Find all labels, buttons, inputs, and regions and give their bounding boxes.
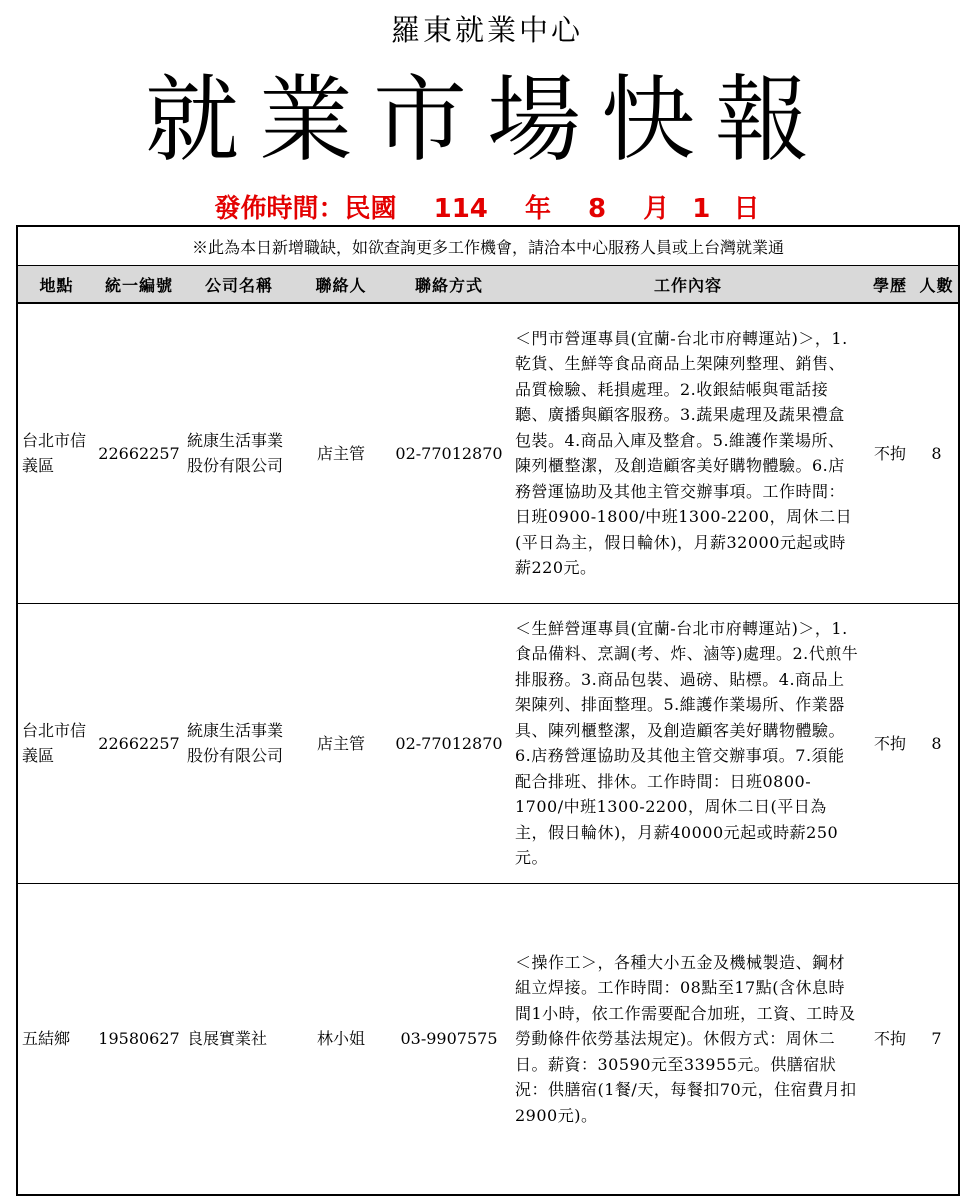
job-company: 統康生活事業股份有限公司	[183, 303, 295, 603]
job-description: ＜生鮮營運專員(宜蘭-台北市府轉運站)＞，1.食品備料、烹調(考、炸、滷等)處理。2.代煎牛排服務。3.商品包裝、過磅、貼標。4.商品上架陳列、排面整理。5.維護作業場所、作業器具、陳列櫃整潔，及創造顧客美好購物體驗。6.店務營運協助及其他主管交辦事項。7.須能配合排班、排休。工作時間：日班0800-1700/中班1300-2200，周休二日(平日為主，假日輪休)，月薪40000元起或時薪250元。	[511, 603, 865, 883]
col-location: 地點	[17, 266, 95, 304]
job-location: 五結鄉	[17, 883, 95, 1195]
job-description: ＜門市營運專員(宜蘭-台北市府轉運站)＞，1.乾貨、生鮮等食品商品上架陳列整理、銷售、品質檢驗、耗損處理。2.收銀結帳與電話接聽、廣播與顧客服務。3.蔬果處理及蔬果禮盒包裝。4.商品入庫及整倉。5.維護作業場所、陳列櫃整潔，及創造顧客美好購物體驗。6.店務營運協助及其他主管交辦事項。工作時間：日班0900-1800/中班1300-2200，周休二日(平日為主，假日輪休)，月薪32000元起或時薪220元。	[511, 303, 865, 603]
job-education: 不拘	[865, 603, 915, 883]
col-count: 人數	[915, 266, 959, 304]
table-row	[17, 603, 959, 883]
job-location: 台北市信義區	[17, 603, 95, 883]
page-title: 就業市場快報	[144, 66, 829, 175]
job-tax-id: 19580627	[95, 883, 183, 1195]
job-table	[16, 225, 960, 1196]
publish-month-unit: 月	[643, 194, 670, 224]
col-education: 學歷	[865, 266, 915, 304]
col-tax-id: 統一編號	[95, 266, 183, 304]
job-education: 不拘	[865, 303, 915, 603]
table-header	[17, 266, 959, 304]
col-contact: 聯絡人	[295, 266, 387, 304]
publish-date	[0, 188, 974, 225]
table-row	[17, 883, 959, 1195]
job-contact: 店主管	[295, 303, 387, 603]
job-count: 8	[915, 603, 959, 883]
job-description: ＜操作工＞，各種大小五金及機械製造、鋼材組立焊接。工作時間：08點至17點(含休息時間1小時，依工作需要配合加班，工資、工時及勞動條件依勞基法規定)。休假方式：周休二日。薪資：30590元至33955元。供膳宿狀況：供膳宿(1餐/天，每餐扣70元，住宿費月扣2900元)。	[511, 883, 865, 1195]
job-tax-id: 22662257	[95, 603, 183, 883]
job-phone: 02-77012870	[387, 603, 511, 883]
job-tax-id: 22662257	[95, 303, 183, 603]
job-contact: 林小姐	[295, 883, 387, 1195]
center-name: 羅東就業中心	[390, 13, 583, 47]
col-phone: 聯絡方式	[387, 266, 511, 304]
publish-year-unit: 年	[524, 194, 551, 224]
publish-label: 發佈時間：民國	[214, 194, 397, 224]
publish-month: 8	[588, 194, 607, 224]
col-description: 工作內容	[511, 266, 865, 304]
job-education: 不拘	[865, 883, 915, 1195]
publish-year: 114	[433, 194, 488, 224]
table-row	[17, 303, 959, 603]
job-company: 良展實業社	[183, 883, 295, 1195]
job-count: 8	[915, 303, 959, 603]
job-contact: 店主管	[295, 603, 387, 883]
job-location: 台北市信義區	[17, 303, 95, 603]
notice-text: ※此為本日新增職缺，如欲查詢更多工作機會，請洽本中心服務人員或上台灣就業通	[17, 226, 959, 266]
job-phone: 03-9907575	[387, 883, 511, 1195]
job-company: 統康生活事業股份有限公司	[183, 603, 295, 883]
job-count: 7	[915, 883, 959, 1195]
job-phone: 02-77012870	[387, 303, 511, 603]
publish-day: 1	[692, 194, 711, 224]
publish-day-unit: 日	[733, 194, 760, 224]
col-company: 公司名稱	[183, 266, 295, 304]
